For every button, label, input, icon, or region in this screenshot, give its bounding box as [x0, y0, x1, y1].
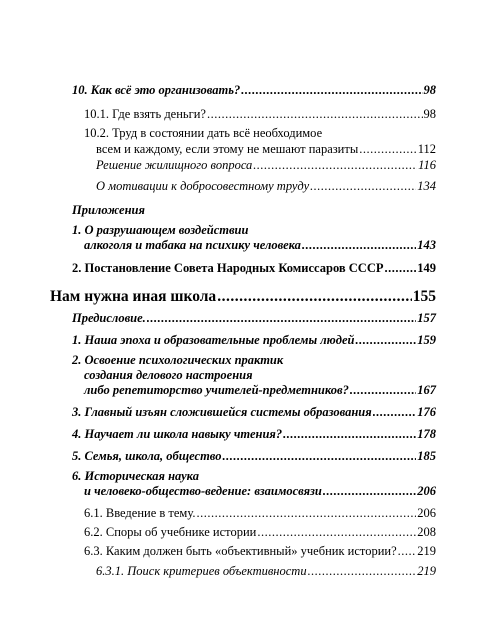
toc-entry-page: 206 [417, 506, 436, 520]
dot-leader [350, 382, 416, 398]
toc-entry-page: 185 [417, 449, 436, 463]
toc-entry-title: Нам нужна иная школа [50, 288, 217, 305]
toc-entry-page: 98 [423, 83, 436, 97]
toc-entry-page: 155 [412, 288, 436, 305]
toc-entry-title: всем и каждому, если этому не мешают паразиты [96, 142, 359, 156]
toc-entry-s5 [72, 448, 436, 464]
toc-entry-10 [72, 82, 436, 98]
dot-leader [308, 563, 417, 579]
toc-entry-s6-3 [84, 543, 436, 559]
dot-leader [385, 260, 417, 276]
toc-entry-title: 5. Семья, школа, общество [72, 449, 222, 463]
toc-entry-10-2-line1: 10.2. Труд в состоянии дать всё необходимое [84, 126, 323, 140]
dot-leader [147, 310, 416, 326]
toc-entry-title: 6.3. Каким должен быть «объективный» учебник истории? [84, 544, 397, 558]
toc-chapter-school [50, 288, 436, 306]
toc-entry-title: 10. Как всё это организовать? [72, 83, 241, 97]
toc-entry-s6-line1: 6. Историческая наука [72, 469, 199, 483]
toc-entry-preface [72, 310, 436, 326]
toc-entry-s3 [72, 404, 436, 420]
dot-leader [196, 505, 416, 521]
dot-leader [302, 237, 416, 253]
dot-leader [323, 483, 416, 499]
dot-leader [310, 178, 416, 194]
toc-entry-page: 219 [417, 564, 436, 578]
toc-entry-app2 [72, 260, 436, 276]
toc-entry-app1 [84, 237, 436, 253]
toc-entry-title: 1. Наша эпоха и образовательные проблемы людей [72, 333, 355, 347]
toc-entry-page: 116 [418, 158, 436, 172]
toc-entry-title: либо репетиторство учителей-предметников? [84, 383, 349, 397]
toc-entry-s1 [72, 332, 436, 348]
toc-entry-title: 3. Главный изъян сложившейся системы образования [72, 405, 372, 419]
toc-entry-s2-line2: создания делового настроения [84, 368, 253, 382]
toc-entry-title: 4. Научает ли школа навыку чтения? [72, 427, 283, 441]
dot-leader [207, 106, 423, 122]
toc-entry-s6 [84, 483, 436, 499]
toc-entry-title: 10.1. Где взять деньги? [84, 107, 206, 121]
toc-entry-page: 98 [423, 107, 436, 121]
toc-entry-page: 219 [417, 544, 436, 558]
toc-entry-title: 2. Постановление Совета Народных Комиссаров СССР [72, 261, 384, 275]
toc-entry-title: 6.2. Споры об учебнике истории [84, 525, 257, 539]
toc-entry-s2-line1: 2. Освоение психологических практик [72, 353, 284, 367]
toc-entry-title: Решение жилищного вопроса [96, 158, 253, 172]
toc-entry-s4 [72, 426, 436, 442]
dot-leader [253, 157, 417, 173]
toc-entry-title: и человеко-общество-ведение: взаимосвязи [84, 484, 322, 498]
toc-entry-page: 178 [417, 427, 436, 441]
toc-heading-appendices: Приложения [72, 203, 145, 217]
toc-entry-page: 167 [417, 383, 436, 397]
toc-entry-title: 6.3.1. Поиск критериев объективности [96, 564, 307, 578]
dot-leader [241, 82, 422, 98]
toc-entry-title: 6.1. Введение в тему. [84, 506, 196, 520]
toc-entry-10-1 [84, 106, 436, 122]
toc-entry-page: 176 [417, 405, 436, 419]
toc-entry-page: 208 [417, 525, 436, 539]
toc-entry-housing [96, 157, 436, 173]
toc-entry-page: 206 [417, 484, 436, 498]
toc-entry-title: О мотивации к добросовестному труду [96, 179, 310, 193]
toc-entry-10-2 [96, 141, 436, 157]
toc-entry-title: Предисловие. [72, 311, 146, 325]
dot-leader [373, 404, 417, 420]
dot-leader [398, 543, 417, 559]
toc-entry-page: 143 [417, 238, 436, 252]
dot-leader [257, 524, 416, 540]
toc-entry-title: алкоголя и табака на психику человека [84, 238, 301, 252]
dot-leader [359, 141, 416, 157]
dot-leader [222, 448, 416, 464]
toc-entry-s6-1 [84, 505, 436, 521]
dot-leader [217, 288, 412, 306]
dot-leader [283, 426, 416, 442]
toc-entry-page: 134 [417, 179, 436, 193]
dot-leader [355, 332, 416, 348]
toc-entry-page: 112 [417, 142, 436, 156]
toc-entry-app1-line1: 1. О разрушающем воздействии [72, 223, 249, 237]
toc-entry-s6-2 [84, 524, 436, 540]
toc-entry-motivation [96, 178, 436, 194]
toc-entry-page: 157 [417, 311, 436, 325]
toc-entry-s6-3-1 [96, 563, 436, 579]
toc-entry-s2 [84, 382, 436, 398]
toc-entry-page: 159 [417, 333, 436, 347]
toc-entry-page: 149 [417, 261, 436, 275]
